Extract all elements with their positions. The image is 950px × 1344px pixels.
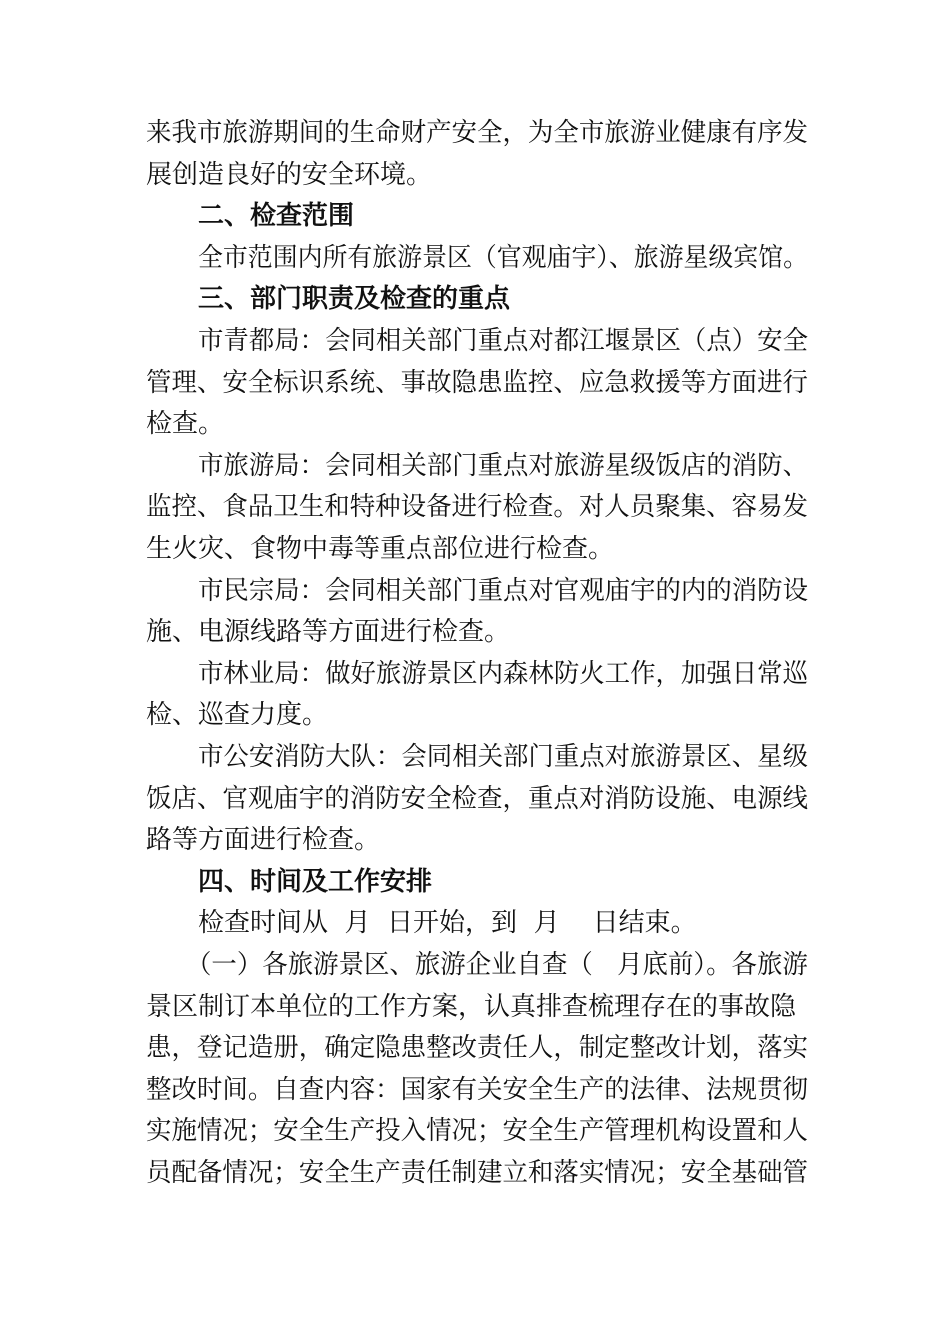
- body-text-line: 管理、安全标识系统、事故隐患监控、应急救援等方面进行: [146, 368, 809, 398]
- body-text-line: 来我市旅游期间的生命财产安全，为全市旅游业健康有序发: [146, 118, 809, 148]
- body-text-line: 实施情况；安全生产投入情况；安全生产管理机构设置和人: [146, 1116, 809, 1146]
- body-text-line: 整改时间。自查内容：国家有关安全生产的法律、法规贯彻: [146, 1075, 809, 1105]
- body-text-line: 员配备情况；安全生产责任制建立和落实情况；安全基础管: [146, 1158, 809, 1188]
- section-heading: 三、部门职责及检查的重点: [198, 284, 511, 314]
- section-heading: 四、时间及工作安排: [198, 867, 433, 897]
- body-text-line: 市民宗局：会同相关部门重点对官观庙宇的内的消防设: [198, 576, 809, 606]
- body-text-line: 生火灾、食物中毒等重点部位进行检查。: [146, 534, 615, 564]
- body-text-line: 施、电源线路等方面进行检查。: [146, 617, 511, 647]
- section-heading: 二、检查范围: [198, 201, 355, 231]
- body-text-line: 市青都局：会同相关部门重点对都江堰景区（点）安全: [198, 326, 809, 356]
- body-text-line: 市林业局：做好旅游景区内森林防火工作，加强日常巡: [198, 659, 809, 689]
- body-text-line: 患，登记造册，确定隐患整改责任人，制定整改计划，落实: [146, 1033, 809, 1063]
- body-text-line: （一）各旅游景区、旅游企业自查（ 月底前）。各旅游: [186, 950, 808, 980]
- body-text-line: 检查时间从 月 日开始，到 月 日结束。: [198, 908, 697, 938]
- body-text-line: 市公安消防大队：会同相关部门重点对旅游景区、星级: [198, 742, 809, 772]
- body-text-line: 监控、食品卫生和特种设备进行检查。对人员聚集、容易发: [146, 492, 809, 522]
- body-text-line: 检查。: [146, 409, 225, 439]
- body-text-line: 市旅游局：会同相关部门重点对旅游星级饭店的消防、: [198, 451, 809, 481]
- body-text-line: 景区制订本单位的工作方案，认真排查梳理存在的事故隐: [146, 992, 797, 1022]
- body-text-line: 展创造良好的安全环境。: [146, 160, 433, 190]
- body-text-line: 检、巡查力度。: [146, 700, 329, 730]
- body-text-line: 全市范围内所有旅游景区（官观庙宇）、旅游星级宾馆。: [198, 243, 809, 273]
- body-text-line: 饭店、官观庙宇的消防安全检查，重点对消防设施、电源线: [146, 784, 809, 814]
- body-text-line: 路等方面进行检查。: [146, 825, 381, 855]
